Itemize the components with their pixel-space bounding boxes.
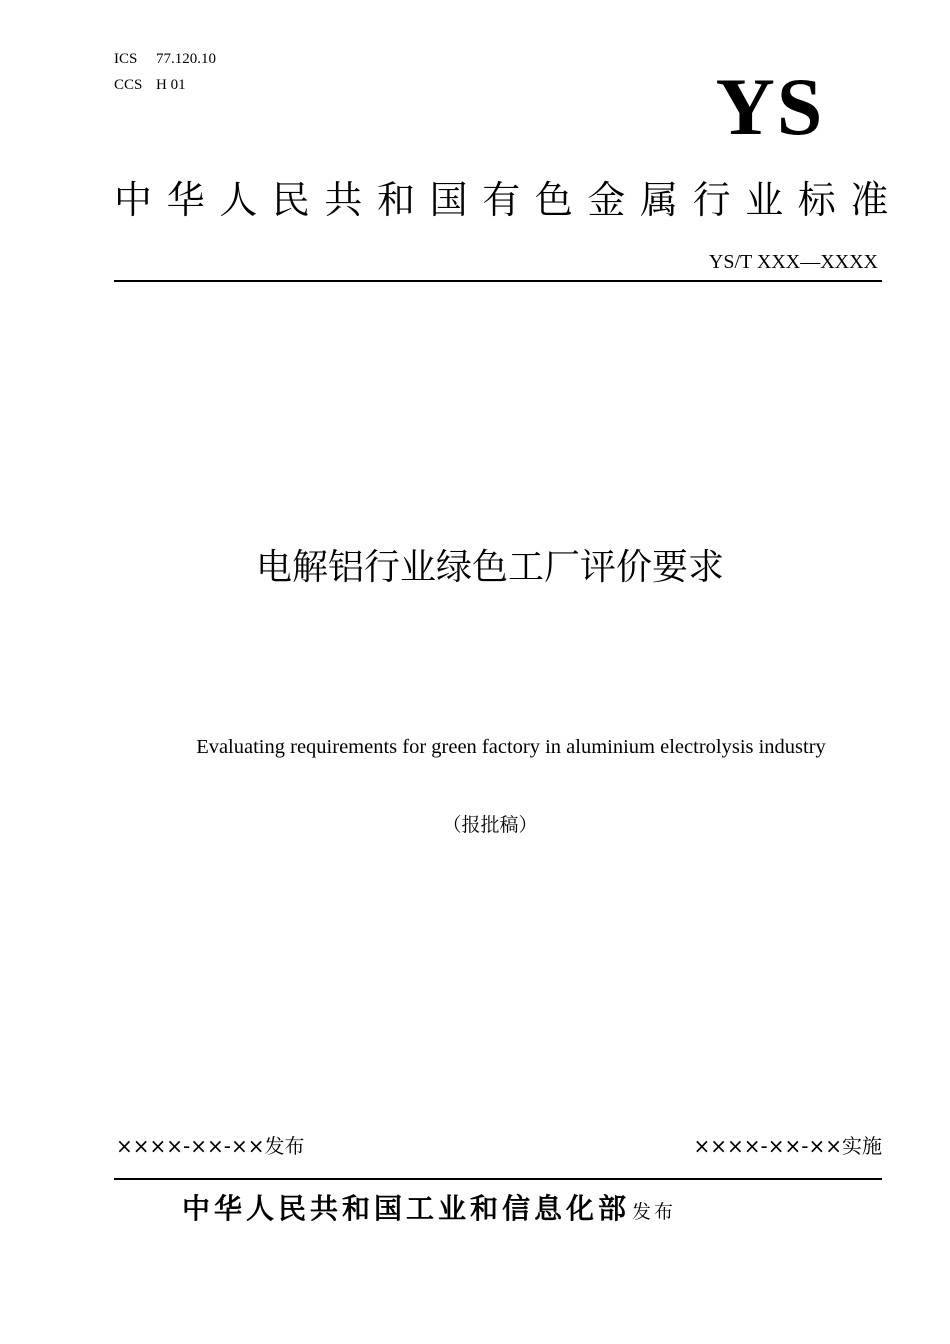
ccs-classification (114, 76, 186, 94)
standard-category-title: 中华人民共和国有色金属行业标准 (114, 178, 904, 222)
header-divider (114, 280, 882, 282)
issuer-suffix: 发布 (632, 1201, 677, 1223)
footer-divider (114, 1178, 882, 1180)
implement-date: ××××-××-××实施 (693, 1134, 882, 1158)
draft-status: （报批稿） (442, 814, 538, 836)
publish-date: ××××-××-××发布 (116, 1134, 305, 1158)
ccs-code: H 01 (156, 77, 186, 93)
issuer-name: 中华人民共和国工业和信息化部 (182, 1192, 631, 1225)
document-title-chinese: 电解铝行业绿色工厂评价要求 (255, 547, 724, 588)
ys-logo: YS (715, 61, 825, 152)
standard-number: YS/T XXX—XXXX (708, 251, 878, 273)
ics-code: 77.120.10 (156, 51, 216, 67)
document-title-english: Evaluating requirements for green factory in aluminium electrolysis industry (196, 736, 826, 758)
ics-classification (114, 50, 216, 68)
ccs-label: CCS (114, 77, 143, 93)
ics-label: ICS (114, 51, 138, 67)
issuing-authority (182, 1190, 676, 1232)
